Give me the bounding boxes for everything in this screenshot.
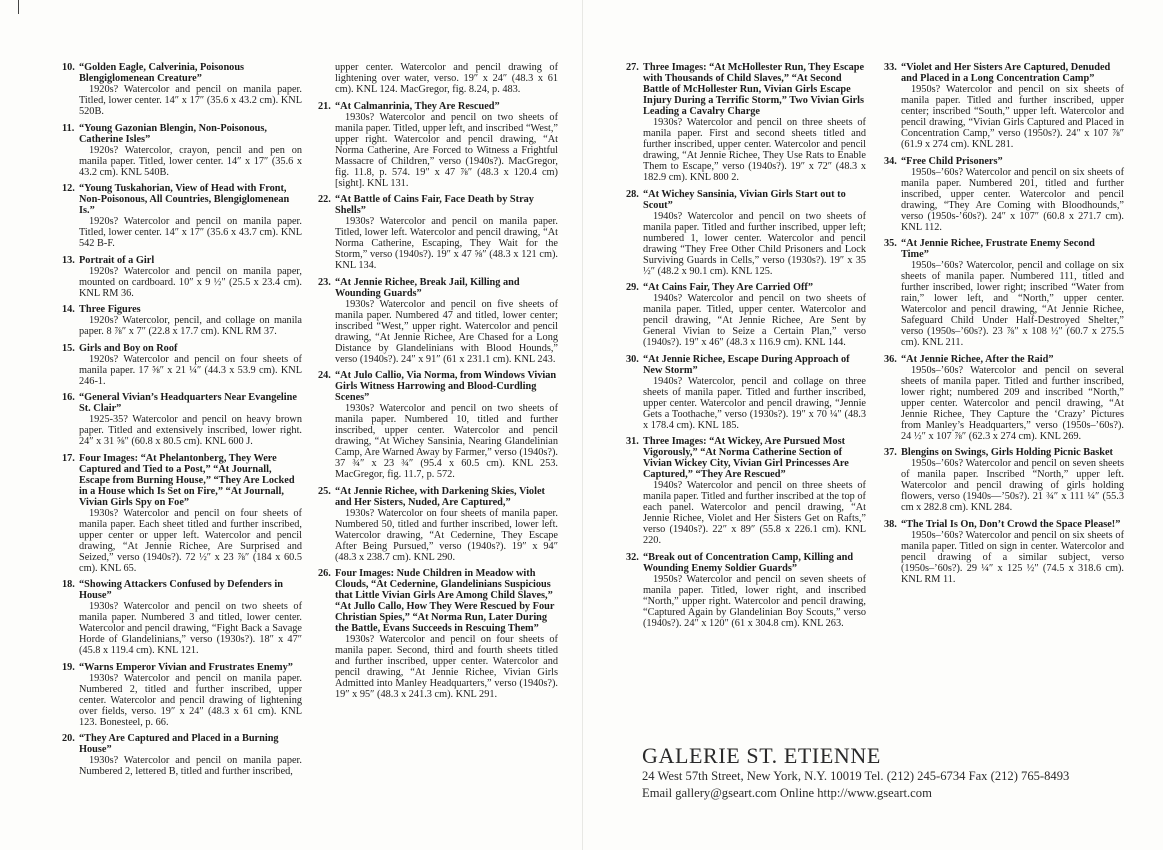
entry-description: 1930s? Watercolor and pencil on four sheets of manila paper. Each sheet titled and further inscribed, upper center or upper left. Watercolor and pencil drawing, “At Jennie Richee, Are Surprised and Seized,” verso (1940s?). 72 ½″ x 23 ⅞″ (184 x 60.5 cm). KNL 65. — [79, 507, 302, 574]
entry-title: Three Images: “At McHollester Run, They Escape with Thousands of Child Slaves,” “At Second Battle of McHollester Run, Vivian Girls Escape Injury During a Terrific Storm,” Two Vivian Girls Leading a Cavalry Charge — [643, 62, 865, 117]
catalog-entry — [62, 304, 302, 337]
entry-number: 17. — [62, 452, 75, 464]
entry-description: 1940s? Watercolor and pencil on two sheets of manila paper. Titled, upper center. Watercolor and pencil drawing, “At Jennie Richee, Are Sent by General Vivian to Seize a Certain Plan,” verso (1940s?). 19″ x 46″ (48.3 x 116.9 cm). KNL 144. — [643, 293, 866, 348]
catalog-entry — [62, 255, 302, 299]
entry-number: 29. — [626, 282, 639, 293]
entry-number: 33. — [884, 62, 897, 73]
entry-number: 24. — [318, 370, 331, 381]
entry-description: 1920s? Watercolor and pencil on manila paper, mounted on cardboard. 10″ x 9 ½″ (25.5 x 23.4 cm). KNL RM 36. — [79, 265, 302, 299]
entry-number: 18. — [62, 579, 75, 590]
catalog-entry — [318, 370, 558, 480]
entry-description: 1940s? Watercolor and pencil on two sheets of manila paper. Titled and further inscribed, upper left; numbered 1, lower center. Watercolor and pencil drawing “They Free Other Child Prisoners and Lock Surviving Guards in Cells,” verso (1930s?). 19″ x 35 ½″ (48.2 x 90.1 cm). KNL 125. — [643, 210, 866, 277]
entry-title: “At Jennie Richee, Break Jail, Killing and Wounding Guards” — [335, 276, 520, 299]
entry-description: 1920s? Watercolor, pencil, and collage on manila paper. 8 ⅞″ x 7″ (22.8 x 17.7 cm). KNL RM 37. — [79, 315, 302, 337]
entry-number: 31. — [626, 436, 639, 447]
catalog-entry — [62, 733, 302, 777]
catalog-entry — [884, 519, 1124, 585]
entry-description: 1930s? Watercolor and pencil on five sheets of manila paper. Numbered 47 and titled, lower center; inscribed “West,” upper right. Watercolor and pencil drawing, “At Jennie Richee, Are Chased for a Long Distance by Glandelinians with Blood Hounds,” verso (1940s?). 24″ x 91″ (61 x 231.1 cm). KNL 243. — [335, 298, 558, 365]
catalog-entry — [318, 486, 558, 563]
entry-title: “Break out of Concentration Camp, Killing and Wounding Enemy Soldier Guards” — [643, 551, 854, 574]
entry-title: Three Figures — [79, 304, 141, 315]
entry-title: “At Cains Fair, They Are Carried Off” — [643, 282, 813, 293]
entry-description: 1940s? Watercolor and pencil on three sheets of manila paper. Titled and further inscribed at the top of each panel. Watercolor and pencil drawing, “At Jennie Richee, Violet and Her Sisters Get on Rafts,” verso (1940s?). 22″ x 89″ (55.8 x 226.1 cm). KNL 220. — [643, 480, 866, 546]
entry-title: Four Images: Nude Children in Meadow with Clouds, “At Cedernine, Glandelinians Suspicious that Little Vivian Girls Are Among Child Slaves,” “At Jullo Callo, How They Were Rescued by Four Christian Spies,” “At Norma Run, Later During the Battle, Evans Succeeds in Rescuing Them” — [335, 568, 555, 634]
entry-number: 23. — [318, 276, 331, 288]
entry-title: “Golden Eagle, Calverinia, Poisonous Blengiglomenean Creature” — [79, 62, 245, 84]
entry-number: 13. — [62, 254, 75, 266]
catalog-entry — [884, 447, 1124, 513]
entry-number: 10. — [62, 62, 75, 73]
catalog-entry — [62, 123, 302, 178]
entry-description: 1920s? Watercolor and pencil on manila paper. Titled, lower center. 14″ x 17″ (35.6 x 43.2 cm). KNL 520B. — [79, 84, 302, 117]
entry-description: 1950s–’60s? Watercolor, pencil and collage on six sheets of manila paper. Numbered 111, titled and further inscribed, lower right; inscribed “Water from rain,” lower left, and “North,” upper center. Watercolor and pencil drawing, “At Jennie Richee, Safeguard Child Under Half-Destroyed Shelter,” verso (1950s–’60s?). 23 ⅞″ x 108 ½″ (60.7 x 275.5 cm). KNL 211. — [901, 260, 1124, 348]
catalog-entry — [626, 62, 866, 183]
catalog-entry — [884, 156, 1124, 233]
entry-description: 1930s? Watercolor on four sheets of manila paper. Numbered 50, titled and further inscribed, lower left. Watercolor drawing, “At Cedernine, They Escape After Being Pursued,” verso (1940s?). 19″ x 94″ (48.3 x 238.7 cm). KNL 290. — [335, 507, 558, 563]
entry-description: upper center. Watercolor and pencil drawing of lightening over water, verso. 19″ x 24″ (48.3 x 61 cm). KNL 124. MacGregor, fig. 8.24, p. 483. — [335, 62, 558, 95]
entry-title: “They Are Captured and Placed in a Burning House” — [79, 733, 279, 755]
catalog-entry — [62, 343, 302, 387]
entry-number: 34. — [884, 155, 897, 167]
gallery-name: GALERIE ST. ETIENNE — [642, 743, 881, 768]
entry-number: 26. — [318, 568, 331, 579]
entry-description: 1950s? Watercolor and pencil on seven sheets of manila paper. Titled, lower right, and inscribed “North,” upper right. Watercolor and pencil drawing, “Captured Again by Glandelinian Boy Scouts,” verso (1940s?). 24″ x 120″ (61 x 304.8 cm). KNL 263. — [643, 573, 866, 629]
entry-title: Blengins on Swings, Girls Holding Picnic Basket — [901, 447, 1113, 458]
entry-title: “The Trial Is On, Don’t Crowd the Space Please!” — [901, 518, 1121, 530]
entry-description: 1930s? Watercolor and pencil on manila paper. Titled, lower left. Watercolor and pencil drawing, “At Norma Catherine, Escaping, They Wait for the Storm,” verso (1940s?). 19″ x 47 ⅝″ (48.3 x 121 cm). KNL 134. — [335, 216, 558, 271]
entry-description: 1950s–’60s? Watercolor and pencil on several sheets of manila paper. Titled and further inscribed, lower right; numbered 209 and inscribed “North,” upper center. Watercolor and pencil drawing, “At Jennie Richee, They Capture the ‘Crazy’ Pictures from Manley’s Headquarters,” verso (1950s–’60s?). 24 ½″ x 107 ⅞″ (62.3 x 274 cm). KNL 269. — [901, 364, 1124, 442]
entry-number: 11. — [62, 122, 75, 134]
entry-description: 1930s? Watercolor and pencil on two sheets of manila paper. Numbered 10, titled and further inscribed, upper center. Watercolor and pencil drawing, “At Wichey Sansinia, Nearing Glandelinian Camp, Are Warned Away by Farmer,” verso (1940s?). 37 ¾″ x 23 ¾″ (95.4 x 60.5 cm). KNL 253. MacGregor, fig. 11.7, p. 572. — [335, 403, 558, 480]
catalog-entry — [884, 354, 1124, 442]
page-fold — [582, 0, 583, 850]
catalog-entry — [626, 282, 866, 348]
entry-number: 37. — [884, 447, 897, 458]
catalog-entry — [318, 101, 558, 189]
entry-title: “At Wichey Sansinia, Vivian Girls Start out to Scout” — [643, 188, 846, 211]
catalog-entry — [62, 579, 302, 656]
entry-title: “Young Gazonian Blengin, Non-Poisonous, Catherine Isles” — [79, 122, 267, 145]
entry-number: 21. — [318, 100, 331, 112]
catalog-entry — [626, 552, 866, 629]
entry-title: Three Images: “At Wickey, Are Pursued Most Vigorously,” “At Norma Catherine Section of Vivian Wickey City, Vivian Girl Princesses Are Captured,” “They Are Rescued” — [643, 436, 849, 480]
entry-number: 30. — [626, 353, 639, 365]
entry-description: 1940s? Watercolor, pencil and collage on three sheets of manila paper. Titled and further inscribed, upper center. Watercolor and pencil drawing, “Jennie Gets a Toothache,” verso (1930s?). 19″ x 70 ¼″ (48.3 x 178.4 cm). KNL 185. — [643, 375, 866, 431]
entry-description: 1930s? Watercolor and pencil on three sheets of manila paper. First and second sheets titled and further inscribed, upper center. Watercolor and pencil drawing, “At Jennie Richee, They Use Rats to Enable Them to Escape,” verso (1940s?). 19″ x 72″ (48.3 x 182.9 cm). KNL 800 2. — [643, 117, 866, 183]
entry-title: Girls and Boy on Roof — [79, 342, 178, 354]
entry-number: 12. — [62, 183, 75, 194]
entry-description: 1930s? Watercolor and pencil on two sheets of manila paper. Numbered 3 and titled, lower center. Watercolor and pencil drawing, “Fight Back a Savage Horde of Glandelinians,” verso (1930s?). 18″ x 47″ (45.8 x 119.4 cm). KNL 121. — [79, 601, 302, 656]
entry-title: “At Jennie Richee, After the Raid” — [901, 353, 1054, 365]
catalog-column-2 — [318, 62, 558, 706]
entry-title: “Violet and Her Sisters Are Captured, Denuded and Placed in a Long Concentration Camp” — [901, 62, 1111, 84]
catalog-entry — [62, 183, 302, 249]
entry-number: 25. — [318, 485, 331, 497]
catalog-column-3 — [626, 62, 866, 634]
entry-description: 1930s? Watercolor and pencil on four sheets of manila paper. Second, third and fourth sheets titled and further inscribed, upper center. Watercolor and pencil drawing, “At Jennie Richee, Vivian Girls Admitted into Manley Headquarters,” verso (1940s?). 19″ x 95″ (48.3 x 241.3 cm). KNL 291. — [335, 634, 558, 700]
entry-number: 32. — [626, 551, 639, 563]
entry-description: 1920s? Watercolor and pencil on four sheets of manila paper. 17 ⅝″ x 21 ¼″ (44.3 x 53.9 cm). KNL 246-1. — [79, 353, 302, 387]
catalog-entry — [318, 568, 558, 700]
entry-title: “Young Tuskahorian, View of Head with Front, Non-Poisonous, All Countries, Blengiglomenean Is.” — [79, 183, 290, 216]
entry-number: 35. — [884, 238, 897, 249]
entry-title: “At Jennie Richee, Frustrate Enemy Second Time” — [901, 238, 1095, 260]
gallery-address: 24 West 57th Street, New York, N.Y. 10019 Tel. (212) 245-6734 Fax (212) 765-8493 — [642, 769, 1070, 783]
entry-title: “At Calmanrinia, They Are Rescued” — [335, 100, 500, 112]
entry-number: 22. — [318, 194, 331, 205]
entry-number: 19. — [62, 661, 75, 673]
catalog-entry — [62, 392, 302, 447]
entry-description: 1950s? Watercolor and pencil on six sheets of manila paper. Titled and further inscribed, upper center; inscribed “South,” upper left. Watercolor and pencil drawing, “Vivian Girls Captured and Placed in Concentration Camp,” verso (1950s?). 24″ x 107 ⅞″ (61.9 x 274 cm). KNL 281. — [901, 84, 1124, 150]
entry-title: “Warns Emperor Vivian and Frustrates Enemy” — [79, 661, 293, 673]
catalog-entry — [62, 662, 302, 728]
entry-description: 1925-35? Watercolor and pencil on heavy brown paper. Titled and extensively inscribed, lower right. 24″ x 31 ⅝″ (60.8 x 80.5 cm). KNL 600 J. — [79, 414, 302, 447]
entry-number: 16. — [62, 392, 75, 403]
entry-description: 1950s–’60s? Watercolor and pencil on six sheets of manila paper. Titled on sign in center. Watercolor and pencil drawing of a similar subject, verso (1950s–’60s?). 29 ¼″ x 125 ½″ (74.5 x 318.6 cm). KNL RM 11. — [901, 529, 1124, 585]
catalog-column-4 — [884, 62, 1124, 590]
entry-title: Four Images: “At Phelantonberg, They Were Captured and Tied to a Post,” “At Journall, Escape from Burning House,” “They Are Locked in a House which Is Set on Fire,” “At Journall, Vivian Girls Spy on Foe” — [79, 452, 295, 508]
entry-title: Portrait of a Girl — [79, 254, 155, 266]
entry-number: 38. — [884, 518, 897, 530]
entry-description: 1930s? Watercolor and pencil on manila paper. Numbered 2, titled and further inscribed, upper center. Watercolor and pencil drawing of lightening over fields, verso. 19″ x 24″ (48.3 x 61 cm). KNL 123. Bonesteel, p. 66. — [79, 672, 302, 728]
crop-mark — [18, 0, 19, 14]
catalog-entry — [318, 62, 558, 95]
catalog-entry — [62, 62, 302, 117]
catalog-entry — [318, 277, 558, 365]
entry-title: “Showing Attackers Confused by Defenders in House” — [79, 579, 283, 601]
entry-number: 27. — [626, 62, 639, 73]
entry-description: 1930s? Watercolor and pencil on manila paper. Numbered 2, lettered B, titled and further inscribed, — [79, 755, 302, 777]
entry-title: “At Jennie Richee, Escape During Approach of New Storm” — [643, 353, 850, 376]
entry-title: “General Vivian’s Headquarters Near Evangeline St. Clair” — [79, 392, 297, 414]
catalog-entry — [626, 354, 866, 431]
entry-number: 36. — [884, 353, 897, 365]
entry-number: 14. — [62, 304, 75, 315]
entry-description: 1930s? Watercolor and pencil on two sheets of manila paper. Titled, upper left, and inscribed “West,” upper right. Watercolor and pencil drawing, “At Norma Catherine, Are Forced to Witness a Frightful Massacre of Children,” verso (1940s?). MacGregor, fig. 11.8, p. 574. 19″ x 47 ⅞″ (48.3 x 120.4 cm) [sight]. KNL 131. — [335, 111, 558, 189]
entry-description: 1920s? Watercolor and pencil on manila paper. Titled, lower center. 14″ x 17″ (35.6 x 43.7 cm). KNL 542 B-F. — [79, 216, 302, 249]
entry-description: 1920s? Watercolor, crayon, pencil and pen on manila paper. Titled, lower center. 14″ x 17″ (35.6 x 43.2 cm). KNL 540B. — [79, 144, 302, 178]
catalog-entry — [884, 62, 1124, 150]
catalog-entry — [318, 194, 558, 271]
entry-title: “At Jennie Richee, with Darkening Skies, Violet and Her Sisters, Nuded, Are Captured,” — [335, 485, 545, 508]
catalog-entry — [62, 453, 302, 574]
catalog-entry — [884, 238, 1124, 348]
entry-number: 20. — [62, 733, 75, 744]
entry-title: “At Julo Callio, Via Norma, from Windows Vivian Girls Witness Harrowing and Blood-Curdling Scenes” — [335, 370, 557, 403]
entry-number: 28. — [626, 188, 639, 200]
entry-description: 1950s–’60s? Watercolor and pencil on six sheets of manila paper. Numbered 201, titled and further inscribed, upper center. Watercolor and pencil drawing, “They Are Coming with Bloodhounds,” verso (1950s-’60s?). 24″ x 107″ (60.8 x 271.7 cm). KNL 112. — [901, 166, 1124, 233]
entry-title: “At Battle of Cains Fair, Face Death by Stray Shells” — [335, 194, 534, 216]
entry-description: 1950s–’60s? Watercolor and pencil on seven sheets of manila paper. Inscribed “North,” upper left. Watercolor and pencil drawing of girls holding flowers, verso (1940s—’50s?). 21 ¾″ x 111 ¼″ (55.3 cm x 282.8 cm). KNL 284. — [901, 458, 1124, 513]
entry-number: 15. — [62, 342, 75, 354]
gallery-contact: Email gallery@gseart.com Online http://www.gseart.com — [642, 786, 932, 800]
catalog-entry — [626, 189, 866, 277]
catalog-column-1 — [62, 62, 302, 783]
catalog-entry — [626, 436, 866, 546]
gallery-footer — [642, 744, 1122, 802]
entry-title: “Free Child Prisoners” — [901, 155, 1003, 167]
